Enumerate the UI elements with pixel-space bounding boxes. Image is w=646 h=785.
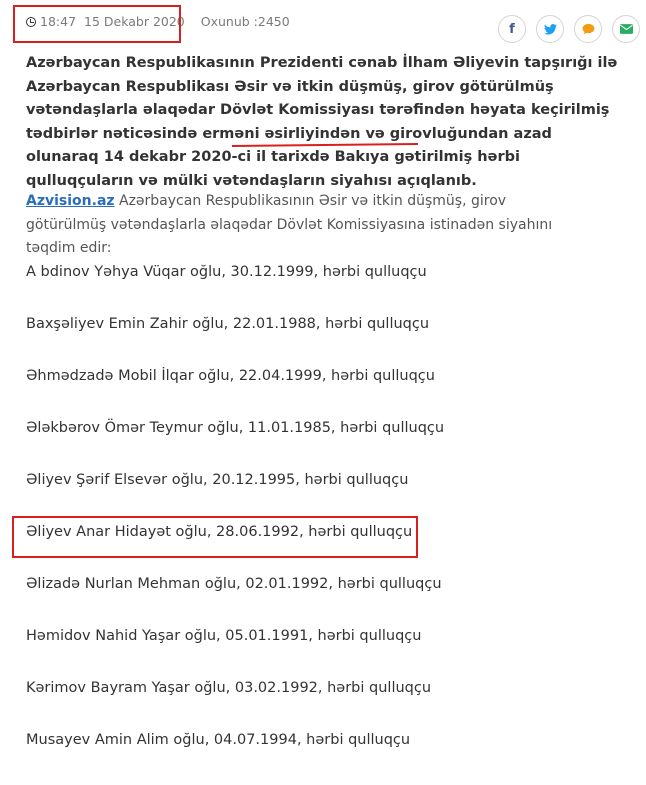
source-link[interactable]: Azvision.az [26,193,115,209]
article-meta [26,14,290,29]
email-share-button[interactable] [612,15,640,43]
comment-icon [582,23,595,35]
comment-button[interactable] [574,15,602,43]
facebook-icon: f [509,21,515,37]
publish-date: 15 Dekabr 2020 [84,14,185,29]
article-intro [26,190,586,261]
list-item: Əliyev Anar Hidayət oğlu, 28.06.1992, hərbi qulluqçu [26,524,413,540]
list-item: Ələkbərov Ömər Teymur oğlu, 11.01.1985, hərbi qulluqçu [26,420,445,436]
list-item: Baxşəliyev Emin Zahir oğlu, 22.01.1988, hərbi qulluqçu [26,316,430,332]
article-lead: Azərbaycan Respublikasının Prezidenti cənab İlham Əliyevin tapşırığı ilə Azərbaycan Respublikası Əsir və itkin düşmüş, girov götürülmüş vətəndaşlarla əlaqədar Dövlət Komissiyası tərəfindən həyata keçirilmiş tədbirlər nəticəsində erməni əsirliyindən və girovluğundan azad olunaraq 14 dekabr 2020-ci il tarixdə Bakıya gətirilmiş hərbi qulluqçuların və mülki vətəndaşların siyahısı açıqlanıb. [26,55,618,189]
list-item: Musayev Amin Alim oğlu, 04.07.1994, hərbi qulluqçu [26,732,411,748]
view-count: Oxunub :2450 [200,14,290,29]
list-item: Əhmədzadə Mobil İlqar oğlu, 22.04.1999, hərbi qulluqçu [26,368,435,384]
clock-icon [26,17,36,27]
list-item: Əliyev Şərif Elsevər oğlu, 20.12.1995, hərbi qulluqçu [26,472,409,488]
list-item: Kərimov Bayram Yaşar oğlu, 03.02.1992, hərbi qulluqçu [26,680,432,696]
list-item: A bdinov Yəhya Vüqar oğlu, 30.12.1999, hərbi qulluqçu [26,264,427,280]
list-item: Əlizadə Nurlan Mehman oğlu, 02.01.1992, hərbi qulluqçu [26,576,442,592]
twitter-icon [544,24,557,35]
intro-text: Azərbaycan Respublikasının Əsir və itkin düşmüş, girov götürülmüş vətəndaşlarla əlaqədar Dövlət Komissiyasına istinadən siyahını təqdim edir: [26,193,553,256]
list-item: Həmidov Nahid Yaşar oğlu, 05.01.1991, hərbi qulluqçu [26,628,422,644]
released-persons-list [26,264,444,784]
publish-time: 18:47 [40,14,77,29]
twitter-share-button[interactable] [536,15,564,43]
email-icon [620,24,633,34]
share-buttons [498,15,640,43]
facebook-share-button[interactable] [498,15,526,43]
